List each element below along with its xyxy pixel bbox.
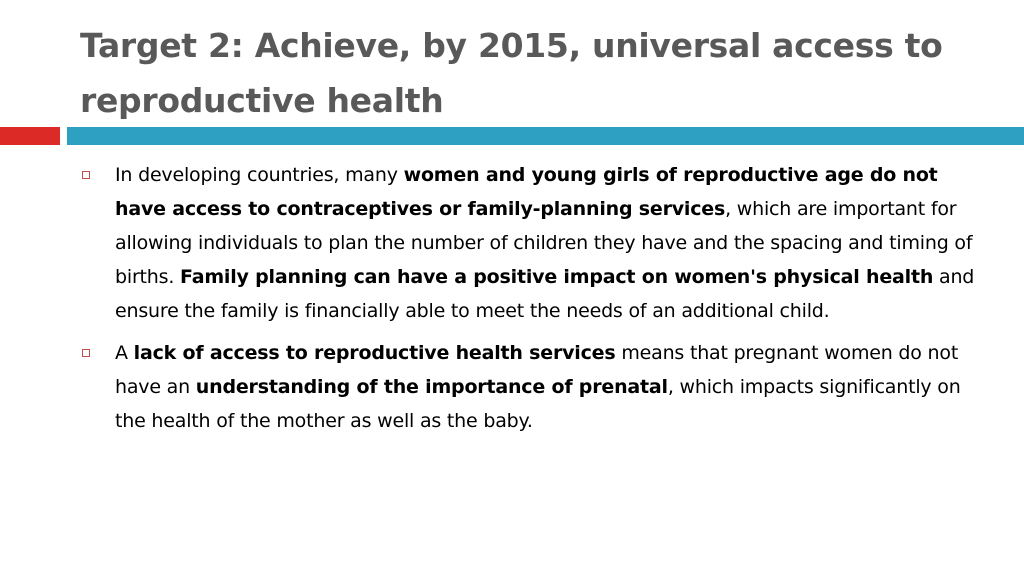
bullet-item (82, 336, 982, 438)
accent-bar-red (0, 127, 60, 145)
hollow-square-icon (82, 171, 90, 179)
bullet-text-bold: understanding of the importance of prenatal (195, 376, 668, 398)
slide-title: Target 2: Achieve, by 2015, universal access to reproductive health (80, 26, 943, 120)
bullet-text-segment: and ensure the family is financially able to meet the needs of an additional child. (115, 266, 975, 322)
bullet-text-segment: In developing countries, many (115, 164, 404, 186)
bullet-text-segment: , which impacts significantly on the health of the mother as well as the baby. (115, 376, 961, 432)
bullet-text-bold: women and young girls of reproductive age do not have access to contraceptives or family-planning services (115, 164, 938, 220)
bullet-text-segment: means that pregnant women do not have an (115, 342, 959, 398)
bullet-text-bold: Family planning can have a positive impact on women's physical health (180, 266, 934, 288)
hollow-square-icon (82, 349, 90, 357)
bullet-item (82, 158, 982, 328)
bullet-list (82, 158, 982, 446)
accent-bar-blue (67, 127, 1024, 145)
bullet-text-segment: A (115, 342, 134, 364)
bullet-text-segment: , which are important for allowing individuals to plan the number of children they have and the spacing and timing of births. (115, 198, 973, 288)
bullet-text-bold: lack of access to reproductive health services (133, 342, 616, 364)
